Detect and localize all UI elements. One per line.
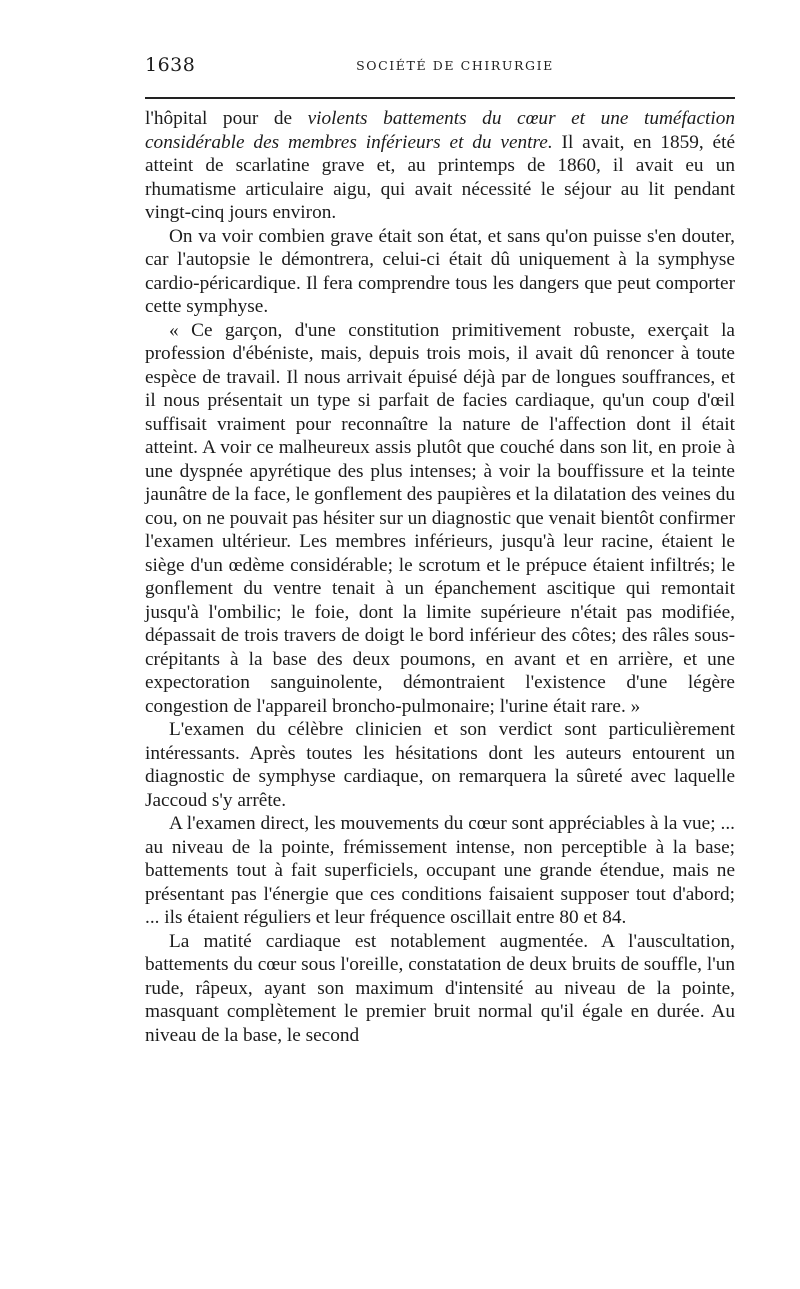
paragraph-text: l'hôpital pour de (145, 108, 308, 129)
header-rule (145, 97, 735, 99)
paragraph-text: Il avait, en 1859, été atteint de scarlatine grave et, au printemps de 1860, il avait eu un rhumatisme articulaire aigu, qui avait nécessité le séjour au lit pendant vingt-cinq jours environ. (145, 131, 735, 223)
page-number: 1638 (145, 54, 196, 76)
running-head: SOCIÉTÉ DE CHIRURGIE (356, 58, 554, 73)
paragraph-continuation (145, 107, 735, 225)
paragraph: A l'examen direct, les mouvements du cœur sont appréciables à la vue; ... au niveau de la pointe, frémissement intense, non perceptible à la base; battements tout à fait superficiels, occupant une grande étendue, mais ne présentant pas l'énergie que ces conditions faisaient supposer tout d'abord; ... ils étaient réguliers et leur fréquence oscillait entre 80 et 84. (145, 813, 735, 928)
paragraph: L'examen du célèbre clinicien et son verdict sont particulièrement intéressants. Après toutes les hésitations dont les auteurs entourent un diagnostic de symphyse cardiaque, on remarquera la sûreté avec laquelle Jaccoud s'y arrête. (145, 719, 735, 811)
paragraph: La matité cardiaque est notablement augmentée. A l'auscultation, battements du cœur sous l'oreille, constatation de deux bruits de souffle, l'un rude, râpeux, ayant son maximum d'intensité au niveau de la pointe, masquant complètement le premier bruit normal qu'il égale en durée. Au niveau de la base, le second (145, 930, 735, 1046)
paragraph-quotation: « Ce garçon, d'une constitution primitivement robuste, exerçait la profession d'ébéniste, mais, depuis trois mois, il avait dû renoncer à toute espèce de travail. Il nous arrivait épuisé déjà par de longues souffrances, et il nous présentait un type si parfait de facies cardiaque, qu'un coup d'œil suffisait vraiment pour reconnaître la nature de l'affection dont il était atteint. A voir ce malheureux assis plutôt que couché dans son lit, en proie à une dyspnée apyrétique des plus intenses; à voir la bouffissure et la teinte jaunâtre de la face, le gonflement des paupières et la dilatation des veines du cou, on ne pouvait pas hésiter sur un diagnostic que venait bientôt confirmer l'examen ultérieur. Les membres inférieurs, jusqu'à leur racine, étaient le siège d'un œdème considérable; le scrotum et le prépuce étaient infiltrés; le gonflement du ventre tenait à un épanchement ascitique qui remontait jusqu'à l'ombilic; le foie, dont la limite supérieure n'était pas modifiée, dépassait de trois travers de doigt le bord inférieur des côtes; des râles sous-crépitants à la base des deux poumons, en avant et en arrière, et une expectoration sanguinolente, démontraient l'existence d'une légère congestion de l'appareil broncho-pulmonaire; l'urine était rare. » (145, 319, 735, 717)
paragraph: On va voir combien grave était son état, et sans qu'on puisse s'en douter, car l'autopsie le démontrera, celui-ci était dû uniquement à la symphyse cardio-péricardique. Il fera comprendre tous les dangers que peut comporter cette symphyse. (145, 225, 735, 317)
page-header (145, 50, 735, 80)
body-text (145, 107, 735, 1047)
italic-quote: violents battements du cœur et une tuméfaction considérable des membres inférieurs et du ventre. (145, 108, 736, 153)
